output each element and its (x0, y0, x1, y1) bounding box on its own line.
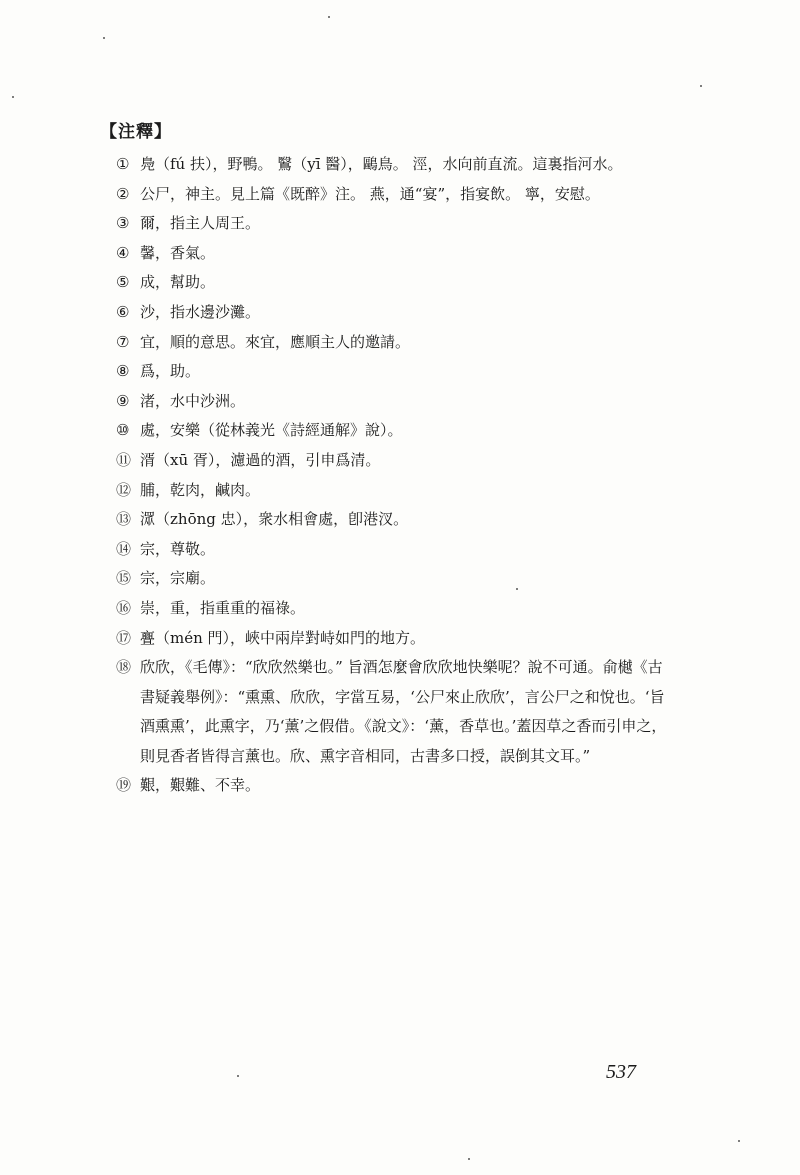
note-item (0, 653, 800, 771)
scan-speck (12, 96, 14, 98)
scan-speck (738, 1140, 740, 1142)
note-item (0, 298, 800, 328)
note-text: 沙，指水邊沙灘。 (140, 302, 261, 321)
note-item (0, 476, 800, 506)
note-number: ⑫ (116, 480, 132, 499)
note-item (0, 416, 800, 446)
notes-list (0, 150, 800, 801)
note-text: 宗，尊敬。 (140, 539, 216, 558)
note-number: ① (116, 155, 130, 173)
note-number: ⑨ (116, 391, 130, 410)
note-text: 成，幫助。 (140, 273, 216, 292)
note-text: 爲，助。 (140, 362, 201, 381)
page-number: 537 (606, 1061, 636, 1083)
note-text: 欣欣，《毛傳》：“欣欣然樂也。” 旨酒怎麼會欣欣地快樂呢？說不可通。俞樾《古書疑義舉例》：“熏熏、欣欣，字當互易，‘公尸來止欣欣’，言公尸之和悅也。‘旨酒熏熏’，此熏字，乃‘薰’之假借。《說文》：‘薰，香草也。’蓋因草之香而引申之，則見香者皆得言薰也。欣、熏字音相同，古書多口授，誤倒其文耳。” (140, 658, 667, 765)
note-item (0, 328, 800, 358)
note-text: 崇，重，指重重的福祿。 (140, 598, 306, 617)
note-item (0, 535, 800, 565)
note-text: 脯，乾肉，鹹肉。 (140, 480, 261, 499)
note-number: ④ (116, 243, 130, 262)
notes-heading: 【注釋】 (100, 122, 172, 142)
note-number: ⑤ (116, 273, 130, 292)
note-number: ⑭ (116, 539, 132, 558)
note-text: 宗，宗廟。 (140, 569, 216, 588)
note-number: ⑧ (116, 362, 130, 381)
note-text: 處，安樂（從林義光《詩經通解》說）。 (140, 421, 403, 440)
note-item (0, 209, 800, 239)
note-text: 湑（xū 胥），濾過的酒，引申爲清。 (140, 450, 381, 469)
note-number: ⑩ (116, 421, 130, 440)
scan-speck (237, 1075, 239, 1077)
note-item (0, 771, 800, 801)
note-item (0, 357, 800, 387)
note-item (0, 624, 800, 654)
scan-speck (103, 37, 105, 39)
note-item (0, 150, 800, 180)
note-item (0, 564, 800, 594)
note-number: ⑬ (116, 510, 132, 529)
note-text: 公尸，神主。見上篇《既醉》注。 燕，通“宴”，指宴飲。 寧，安慰。 (140, 184, 600, 203)
note-number: ⑪ (116, 450, 132, 469)
scan-speck (468, 1158, 470, 1160)
note-text: 鳧（fú 扶），野鴨。 鷖（yī 醫），鷗鳥。 涇，水向前直流。這裏指河水。 (140, 155, 623, 173)
note-text: 渚，水中沙洲。 (140, 391, 246, 410)
scan-speck (700, 85, 702, 87)
note-number: ② (116, 184, 130, 203)
note-text: 爾，指主人周王。 (140, 214, 261, 233)
note-text: 艱，艱難、不幸。 (140, 776, 261, 795)
note-item (0, 594, 800, 624)
note-item (0, 268, 800, 298)
note-text: 馨，香氣。 (140, 243, 216, 262)
note-number: ⑦ (116, 332, 130, 351)
note-item (0, 239, 800, 269)
note-item (0, 446, 800, 476)
note-text: 潀（zhōng 忠），衆水相會處，卽港汊。 (140, 510, 409, 529)
scan-speck (328, 16, 330, 18)
note-number: ⑲ (116, 776, 132, 795)
note-number: ③ (116, 214, 130, 233)
note-item (0, 505, 800, 535)
note-text: 亹（mén 門），峽中兩岸對峙如門的地方。 (140, 628, 426, 647)
scan-speck (516, 588, 518, 590)
note-item (0, 387, 800, 417)
note-text: 宜，順的意思。來宜，應順主人的邀請。 (140, 332, 411, 351)
note-number: ⑥ (116, 302, 130, 321)
note-number: ⑰ (116, 628, 132, 647)
note-item (0, 180, 800, 210)
note-number: ⑮ (116, 569, 132, 588)
note-number: ⑯ (116, 598, 132, 617)
note-number: ⑱ (116, 658, 132, 677)
